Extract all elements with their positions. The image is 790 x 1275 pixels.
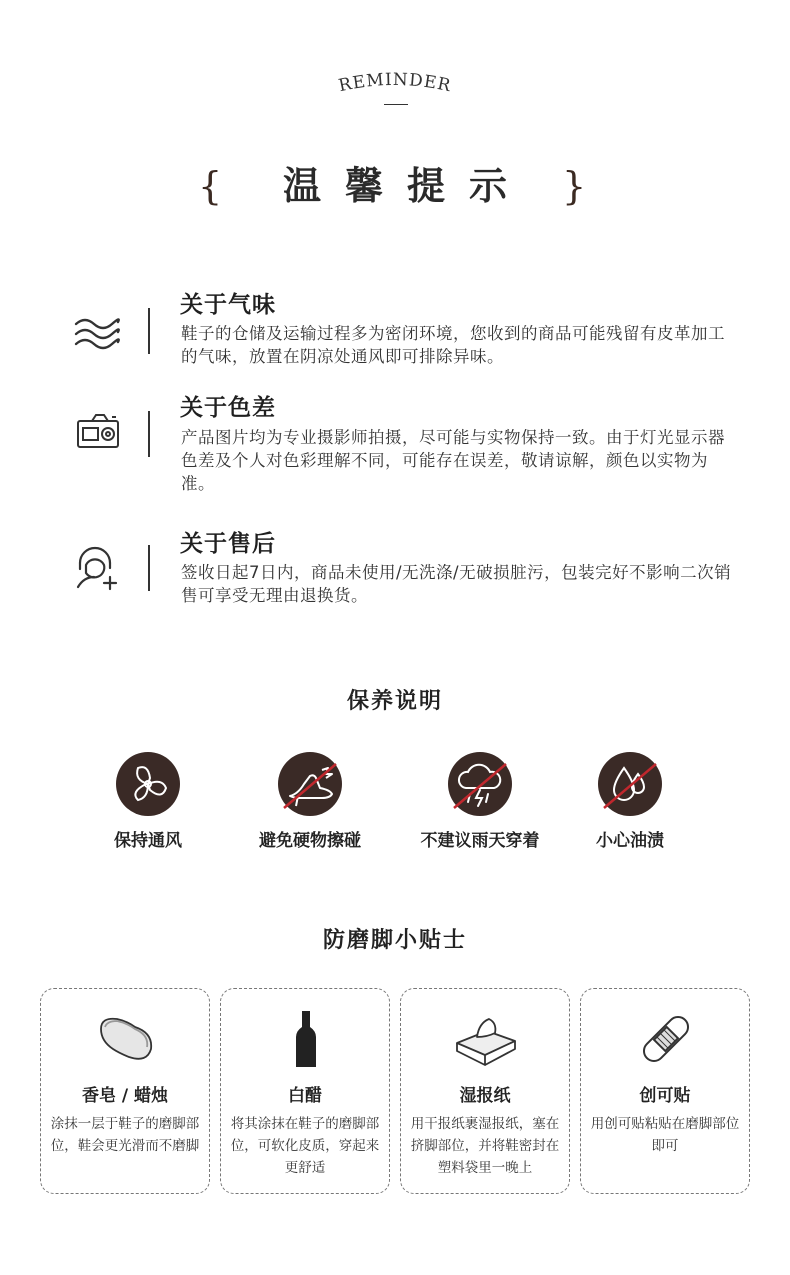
tip-card-title: 香皂 / 蜡烛 — [81, 1086, 169, 1106]
care-label: 避免硬物擦碰 — [259, 831, 361, 851]
tip-card-title: 白醋 — [288, 1086, 322, 1106]
notice-title: 关于色差 — [180, 395, 276, 421]
tip-card-vinegar — [220, 988, 390, 1194]
notice-title: 关于气味 — [180, 292, 276, 318]
notice-divider — [148, 545, 150, 591]
care-label: 小心油渍 — [596, 831, 664, 851]
care-section-title: 保养说明 — [346, 689, 443, 714]
customer-service-icon — [70, 539, 126, 595]
tip-card-title: 湿报纸 — [459, 1086, 511, 1106]
tip-card-wet-paper — [400, 988, 570, 1194]
tip-card-text: 用干报纸裹湿报纸，塞在挤脚部位，并将鞋密封在塑料袋里一晚上 — [410, 1116, 560, 1176]
tip-card-text: 涂抹一层于鞋子的磨脚部位，鞋会更光滑而不磨脚 — [50, 1116, 200, 1154]
notice-divider — [148, 308, 150, 354]
ventilation-fan-icon — [116, 752, 180, 816]
tip-card-text: 用创可贴粘贴在磨脚部位即可 — [590, 1116, 740, 1154]
notice-text: 鞋子的仓储及运输过程多为密闭环境，您收到的商品可能残留有皮革加工的气味，放置在阴凉处通风即可排除异味。 — [181, 324, 725, 366]
notice-aftersale — [70, 529, 750, 614]
no-oil-stain-icon — [598, 752, 662, 816]
no-hard-objects-icon — [278, 752, 342, 816]
reminder-heading — [0, 66, 790, 106]
tip-card-text: 将其涂抹在鞋子的磨脚部位，可软化皮质，穿起来更舒适 — [230, 1116, 380, 1176]
care-icon-circle — [116, 752, 180, 816]
no-rain-icon — [448, 752, 512, 816]
soap-icon — [91, 1009, 161, 1069]
tip-card-soap — [40, 988, 210, 1194]
notice-odor — [70, 290, 750, 370]
vinegar-bottle-icon — [271, 1009, 341, 1069]
bandage-icon — [631, 1009, 701, 1069]
tip-card-bandage — [580, 988, 750, 1194]
tips-section-title: 防磨脚小贴士 — [322, 928, 467, 953]
camera-icon — [74, 411, 130, 467]
notice-title: 关于售后 — [180, 531, 276, 557]
brace-left: { — [198, 164, 223, 208]
page-title: 温馨提示 — [282, 164, 531, 208]
brace-right: } — [562, 164, 587, 208]
care-item-no-hard-objects — [230, 752, 390, 851]
notice-text: 产品图片均为专业摄影师拍摄，尽可能与实物保持一致。由于灯光显示器色差及个人对色彩理解不同，可能存在误差，敬请谅解，颜色以实物为准。 — [181, 428, 725, 493]
care-item-no-oil — [550, 752, 710, 851]
care-icon-circle — [598, 752, 662, 816]
title-row — [0, 160, 790, 212]
care-label: 保持通风 — [114, 831, 182, 851]
care-item-no-rain — [400, 752, 560, 851]
notice-text: 签收日起7日内，商品未使用/无洗涤/无破损脏污，包装完好不影响二次销售可享受无理由退换货。 — [181, 563, 732, 605]
care-icon-circle — [448, 752, 512, 816]
notice-divider — [148, 411, 150, 457]
notice-color — [70, 393, 750, 498]
care-item-ventilation — [68, 752, 228, 851]
svg-text:REMINDER — [337, 70, 453, 96]
care-label: 不建议雨天穿着 — [420, 831, 540, 851]
tip-card-title: 创可贴 — [639, 1086, 691, 1106]
wet-wipes-icon — [451, 1009, 521, 1069]
reminder-text: REMINDER — [336, 69, 454, 97]
odor-waves-icon — [70, 312, 126, 368]
care-icon-circle — [278, 752, 342, 816]
reminder-divider — [384, 104, 408, 105]
